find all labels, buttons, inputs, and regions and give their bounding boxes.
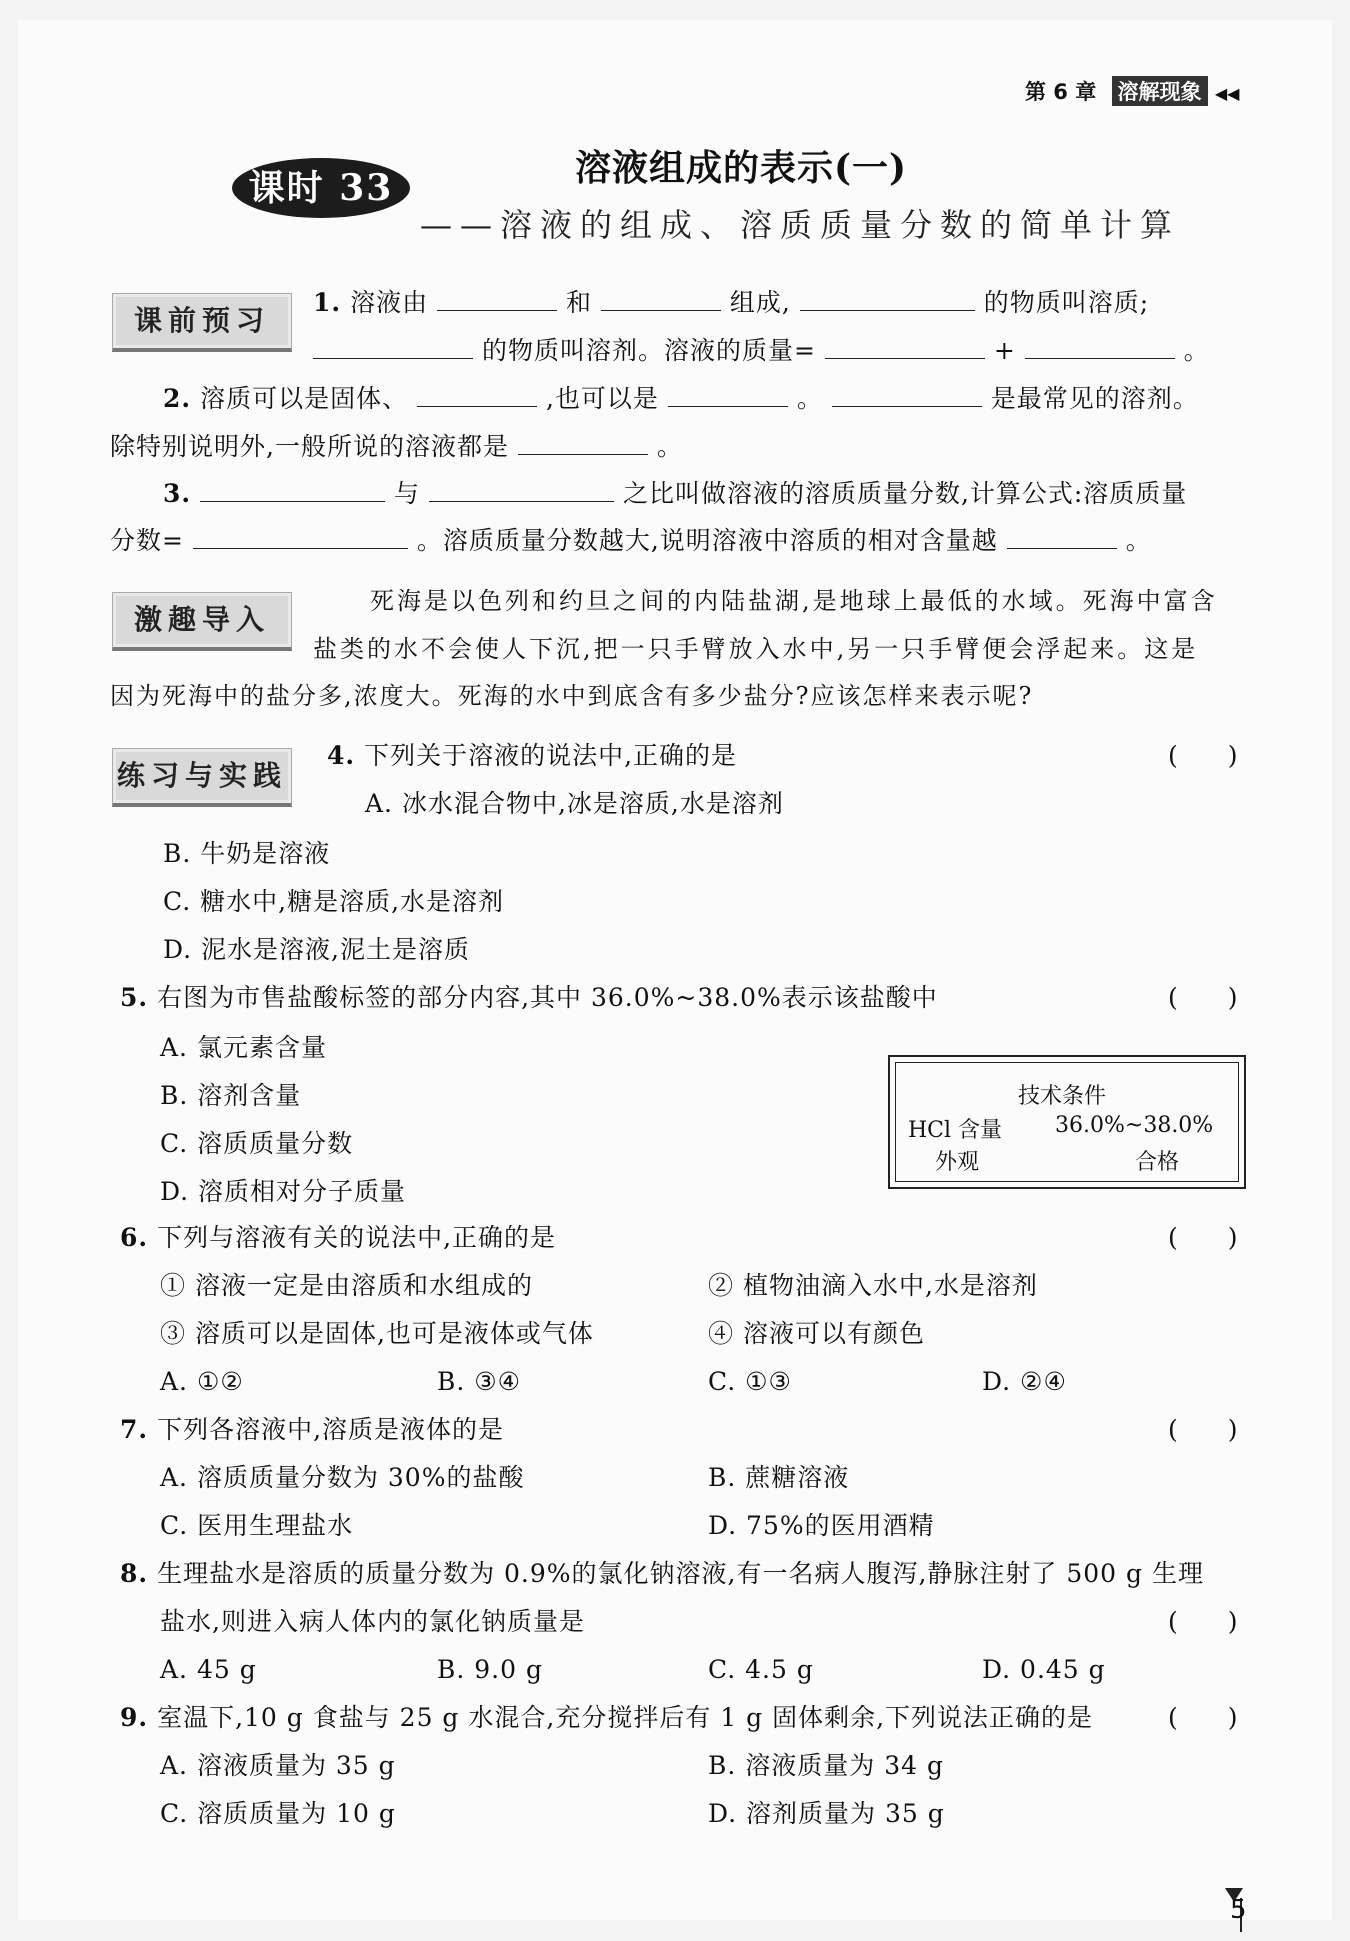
- question-number: 8.: [120, 1559, 149, 1588]
- option-a[interactable]: A. 溶质质量分数为 30%的盐酸: [160, 1463, 525, 1492]
- chapter-topic: 溶解现象: [1112, 76, 1208, 106]
- answer-blank[interactable]: [417, 382, 537, 407]
- text: 。: [1183, 336, 1210, 365]
- question-2-line-1: [163, 382, 1199, 415]
- answer-bracket[interactable]: ( ): [1168, 1607, 1238, 1636]
- option-c[interactable]: C. 糖水中,糖是溶质,水是溶剂: [163, 887, 505, 916]
- option-a[interactable]: A. 冰水混合物中,冰是溶质,水是溶剂: [365, 789, 784, 818]
- question-9-stem: [120, 1702, 1093, 1734]
- answer-blank[interactable]: [668, 382, 788, 407]
- option-c[interactable]: C. 溶质质量为 10 g: [160, 1799, 396, 1828]
- question-3-line-1: [163, 477, 1187, 510]
- intro-line-1: 死海是以色列和约旦之间的内陆盐湖,是地球上最低的水域。死海中富含: [370, 587, 1218, 615]
- answer-blank[interactable]: [1007, 524, 1117, 549]
- page-number: 5: [1230, 1895, 1247, 1925]
- question-8-stem: [120, 1558, 1204, 1590]
- option-c[interactable]: C. 4.5 g: [708, 1655, 814, 1684]
- option-d[interactable]: D. 泥水是溶液,泥土是溶质: [163, 935, 470, 964]
- statement-4: ④ 溶液可以有颜色: [708, 1319, 925, 1348]
- text: 组成,: [729, 288, 791, 317]
- option-b[interactable]: B. ③④: [437, 1367, 522, 1396]
- question-number: 9.: [120, 1703, 149, 1732]
- question-text: 右图为市售盐酸标签的部分内容,其中 36.0%~38.0%表示该盐酸中: [157, 983, 938, 1012]
- question-number: 3.: [163, 479, 192, 508]
- question-number: 1.: [313, 288, 342, 317]
- text: 的物质叫溶质;: [983, 288, 1150, 317]
- option-c[interactable]: C. ①③: [708, 1367, 792, 1396]
- option-d[interactable]: D. ②④: [982, 1367, 1067, 1396]
- option-c[interactable]: C. 溶质质量分数: [160, 1129, 354, 1158]
- text: 溶液由: [350, 288, 429, 317]
- lesson-title: 溶液组成的表示(一): [575, 147, 908, 189]
- question-1-line-2: [313, 334, 1210, 367]
- answer-blank[interactable]: [518, 430, 648, 455]
- answer-bracket[interactable]: ( ): [1168, 741, 1238, 770]
- question-2-line-2: [110, 430, 683, 463]
- option-b[interactable]: B. 蔗糖溶液: [708, 1463, 850, 1492]
- answer-blank[interactable]: [429, 477, 614, 502]
- question-number: 6.: [120, 1223, 149, 1252]
- text: 除特别说明外,一般所说的溶液都是: [110, 432, 509, 461]
- option-a[interactable]: A. 45 g: [160, 1655, 257, 1684]
- text: +: [993, 336, 1016, 365]
- question-text: 生理盐水是溶质的质量分数为 0.9%的氯化钠溶液,有一名病人腹泻,静脉注射了 500 g 生理: [157, 1559, 1204, 1588]
- text: 和: [565, 288, 592, 317]
- answer-bracket[interactable]: ( ): [1168, 983, 1238, 1012]
- label-value: 合格: [1135, 1150, 1180, 1175]
- label-title: 技术条件: [1018, 1084, 1107, 1109]
- question-number: 4.: [327, 741, 356, 770]
- label-key: 外观: [935, 1150, 980, 1175]
- answer-blank[interactable]: [800, 286, 975, 311]
- question-text: 下列各溶液中,溶质是液体的是: [157, 1415, 505, 1444]
- answer-blank[interactable]: [601, 286, 721, 311]
- text: ,也可以是: [545, 384, 659, 413]
- chapter-header: [1025, 76, 1239, 106]
- option-b[interactable]: B. 溶液质量为 34 g: [708, 1751, 944, 1780]
- option-a[interactable]: A. ①②: [160, 1367, 244, 1396]
- option-a[interactable]: A. 氯元素含量: [160, 1033, 327, 1062]
- label-value: 36.0%~38.0%: [1055, 1113, 1214, 1138]
- question-number: 5.: [120, 983, 149, 1012]
- question-number: 2.: [163, 384, 192, 413]
- text: 溶质可以是固体、: [200, 384, 409, 413]
- intro-line-3: 因为死海中的盐分多,浓度大。死海的水中到底含有多少盐分?应该怎样来表示呢?: [110, 682, 1034, 710]
- text: 。溶质质量分数越大,说明溶液中溶质的相对含量越: [416, 526, 998, 555]
- text: 。: [796, 384, 823, 413]
- text: 的物质叫溶剂。溶液的质量=: [481, 336, 816, 365]
- answer-blank[interactable]: [825, 334, 985, 359]
- option-c[interactable]: C. 医用生理盐水: [160, 1511, 354, 1540]
- question-number: 7.: [120, 1415, 149, 1444]
- intro-line-2: 盐类的水不会使人下沉,把一只手臂放入水中,另一只手臂便会浮起来。这是: [313, 635, 1199, 663]
- option-d[interactable]: D. 0.45 g: [982, 1655, 1106, 1684]
- question-text: 下列与溶液有关的说法中,正确的是: [157, 1223, 557, 1252]
- question-8-stem-cont: 盐水,则进入病人体内的氯化钠质量是: [160, 1607, 585, 1636]
- text: 。: [1125, 526, 1152, 555]
- answer-blank[interactable]: [437, 286, 557, 311]
- section-tag-interest: 激趣导入: [112, 592, 292, 651]
- answer-bracket[interactable]: ( ): [1168, 1703, 1238, 1732]
- answer-blank[interactable]: [1025, 334, 1175, 359]
- text: 是最常见的溶剂。: [990, 384, 1199, 413]
- question-5-stem: [120, 982, 938, 1014]
- lesson-subtitle: ——溶液的组成、溶质质量分数的简单计算: [420, 206, 1181, 244]
- section-tag-preview: 课前预习: [112, 293, 292, 352]
- text: 分数=: [110, 526, 184, 555]
- question-text: 室温下,10 g 食盐与 25 g 水混合,充分搅拌后有 1 g 固体剩余,下列说法正确的是: [157, 1703, 1094, 1732]
- option-a[interactable]: A. 溶液质量为 35 g: [160, 1751, 396, 1780]
- option-d[interactable]: D. 溶质相对分子质量: [160, 1177, 407, 1206]
- text: 与: [394, 479, 421, 508]
- question-7-stem: [120, 1414, 504, 1446]
- option-b[interactable]: B. 牛奶是溶液: [163, 839, 331, 868]
- answer-bracket[interactable]: ( ): [1168, 1415, 1238, 1444]
- chapter-number: 第 6 章: [1025, 80, 1097, 104]
- section-tag-practice: 练习与实践: [112, 748, 292, 807]
- question-1-line-1: [313, 286, 1149, 319]
- answer-blank[interactable]: [313, 334, 473, 359]
- answer-blank[interactable]: [832, 382, 982, 407]
- option-d[interactable]: D. 75%的医用酒精: [708, 1511, 935, 1540]
- statement-3: ③ 溶质可以是固体,也可是液体或气体: [160, 1319, 594, 1348]
- hcl-label-figure: [888, 1055, 1246, 1189]
- lesson-badge: 课时 33: [232, 158, 410, 218]
- option-d[interactable]: D. 溶剂质量为 35 g: [708, 1799, 945, 1828]
- question-text: 下列关于溶液的说法中,正确的是: [364, 741, 738, 770]
- statement-1: ① 溶液一定是由溶质和水组成的: [160, 1271, 533, 1300]
- option-b[interactable]: B. 9.0 g: [437, 1655, 543, 1684]
- question-3-line-2: [110, 524, 1152, 557]
- arrows-icon: ◀◀: [1214, 84, 1240, 103]
- statement-2: ② 植物油滴入水中,水是溶剂: [708, 1271, 1038, 1300]
- answer-blank[interactable]: [200, 477, 385, 502]
- answer-bracket[interactable]: ( ): [1168, 1223, 1238, 1252]
- answer-blank[interactable]: [193, 524, 408, 549]
- text: 。: [656, 432, 683, 461]
- text: 之比叫做溶液的溶质质量分数,计算公式:溶质质量: [622, 479, 1188, 508]
- label-key: HCl 含量: [908, 1118, 1003, 1143]
- question-4-stem: [327, 740, 737, 772]
- option-b[interactable]: B. 溶剂含量: [160, 1081, 302, 1110]
- question-6-stem: [120, 1222, 556, 1254]
